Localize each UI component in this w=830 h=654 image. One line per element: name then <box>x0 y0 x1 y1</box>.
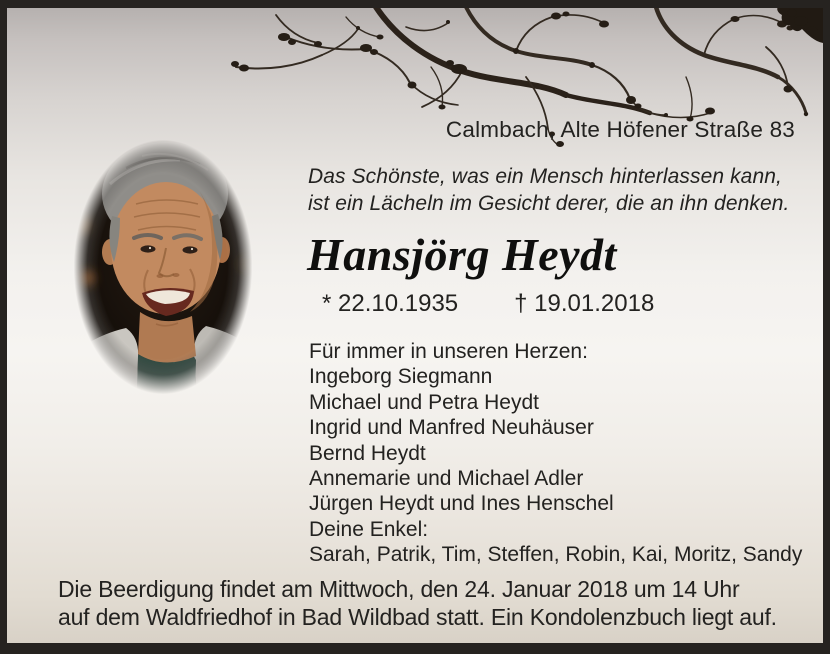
mourner-line: Annemarie und Michael Adler <box>309 467 584 491</box>
mourner-line: Ingeborg Siegmann <box>309 365 493 389</box>
epigraph-line-2: ist ein Lächeln im Gesicht derer, die an ihn denken. <box>308 192 790 215</box>
photo-vignette <box>50 106 276 428</box>
portrait-photo <box>50 106 276 428</box>
cross-death-symbol: † <box>514 290 528 317</box>
deceased-name: Hansjörg Heydt <box>307 229 617 280</box>
star-birth-symbol: * <box>322 290 332 317</box>
birth-date: * 22.10.1935 <box>322 290 459 317</box>
mourner-line: Deine Enkel: <box>309 517 429 541</box>
epigraph <box>308 163 789 217</box>
mourner-line: Michael und Petra Heydt <box>309 390 539 414</box>
funeral-line-1: Die Beerdigung findet am Mittwoch, den 24. Januar 2018 um 14 Uhr <box>58 576 740 602</box>
mourner-line: Sarah, Patrik, Tim, Steffen, Robin, Kai, Moritz, Sandy <box>309 543 803 567</box>
life-dates <box>322 290 654 318</box>
mourner-line: Jürgen Heydt und Ines Henschel <box>309 492 614 516</box>
funeral-line-2: auf dem Waldfriedhof in Bad Wildbad statt. Ein Kondolenzbuch liegt auf. <box>58 603 777 630</box>
mourners-list <box>309 339 802 568</box>
mourner-line: Ingrid und Manfred Neuhäuser <box>309 416 594 440</box>
epigraph-line-1: Das Schönste, was ein Mensch hinterlassen kann, <box>308 165 782 188</box>
address-line: Calmbach, Alte Höfener Straße 83 <box>445 117 795 142</box>
mourner-line: Bernd Heydt <box>309 441 426 465</box>
funeral-announcement <box>58 576 777 631</box>
death-date: † 19.01.2018 <box>514 290 655 317</box>
mourners-intro: Für immer in unseren Herzen: <box>309 340 588 363</box>
